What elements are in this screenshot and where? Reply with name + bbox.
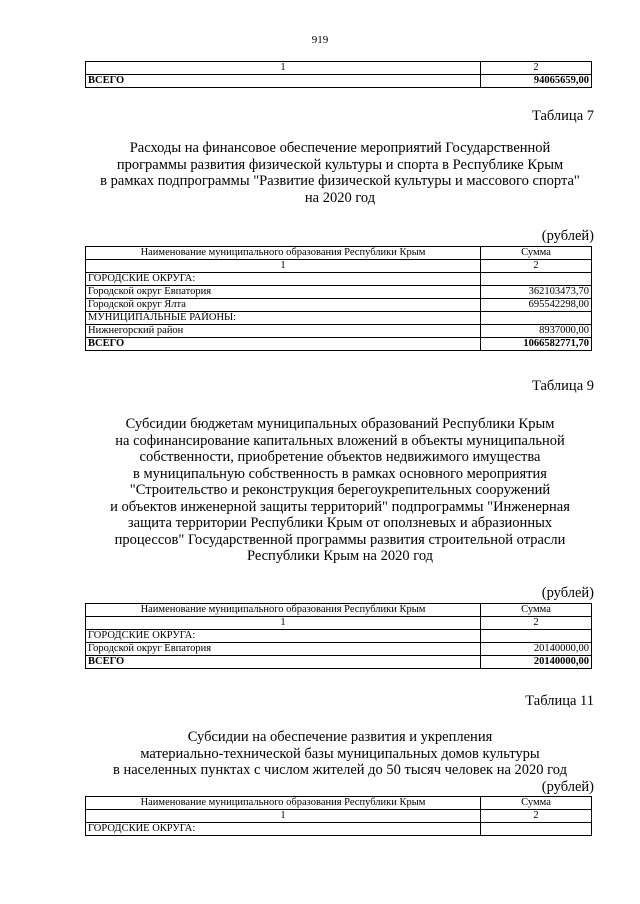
index-cell-2: 2 bbox=[481, 62, 592, 75]
index-cell-2: 2 bbox=[481, 810, 592, 823]
table-9-label: Таблица 9 bbox=[531, 378, 594, 394]
title-line: программы развития физической культуры и спорта в Республике Крым bbox=[116, 156, 564, 173]
header-sum: Сумма bbox=[481, 604, 592, 617]
row-name: Городской округ Ялта bbox=[86, 299, 481, 312]
table-row bbox=[86, 286, 592, 299]
index-cell-2: 2 bbox=[481, 617, 592, 630]
table-index-row bbox=[86, 62, 592, 75]
total-label: ВСЕГО bbox=[86, 656, 481, 669]
row-name: Городской округ Евпатория bbox=[86, 643, 481, 656]
row-name: МУНИЦИПАЛЬНЫЕ РАЙОНЫ: bbox=[86, 312, 481, 325]
title-line: защита территории Республики Крым от оползневых и абразионных bbox=[127, 515, 553, 531]
title-line: собственности, приобретение объектов недвижимого имущества bbox=[139, 449, 541, 465]
table-index-row bbox=[86, 260, 592, 273]
table-row bbox=[86, 325, 592, 338]
index-cell-2: 2 bbox=[481, 260, 592, 273]
row-value: 695542298,00 bbox=[481, 299, 592, 312]
title-line: в рамках подпрограммы "Развитие физической культуры и массового спорта" bbox=[100, 173, 580, 189]
title-line: материально-технической базы муниципальных домов культуры bbox=[140, 745, 540, 762]
row-name: Городской округ Евпатория bbox=[86, 286, 481, 299]
row-value bbox=[481, 312, 592, 325]
table-header-row bbox=[86, 247, 592, 260]
table-9-unit: (рублей) bbox=[541, 585, 594, 601]
table-row bbox=[86, 630, 592, 643]
total-value: 1066582771,70 bbox=[481, 338, 592, 351]
index-cell-1: 1 bbox=[86, 617, 481, 630]
total-label: ВСЕГО bbox=[86, 338, 481, 351]
header-sum: Сумма bbox=[481, 247, 592, 260]
table-header-row bbox=[86, 604, 592, 617]
table-9 bbox=[85, 603, 592, 669]
title-line: на 2020 год bbox=[304, 189, 376, 206]
row-name: Нижнегорский район bbox=[86, 325, 481, 338]
row-value: 362103473,70 bbox=[481, 286, 592, 299]
row-value bbox=[481, 823, 592, 836]
top-table-continuation bbox=[85, 61, 592, 88]
row-value: 20140000,00 bbox=[481, 643, 592, 656]
table-7-title bbox=[60, 140, 620, 206]
table-index-row bbox=[86, 810, 592, 823]
row-value bbox=[481, 630, 592, 643]
row-name: ГОРОДСКИЕ ОКРУГА: bbox=[86, 823, 481, 836]
header-sum: Сумма bbox=[481, 797, 592, 810]
index-cell-1: 1 bbox=[86, 62, 481, 75]
index-cell-1: 1 bbox=[86, 260, 481, 273]
table-index-row bbox=[86, 617, 592, 630]
table-7 bbox=[85, 246, 592, 351]
title-line: "Строительство и реконструкция берегоукрепительных сооружений bbox=[129, 482, 551, 498]
title-line: в населенных пунктах с числом жителей до 50 тысяч человек на 2020 год bbox=[113, 762, 567, 778]
table-7-unit: (рублей) bbox=[541, 228, 594, 244]
table-row bbox=[86, 273, 592, 286]
title-line: и объектов инженерной защиты территорий" подпрограммы "Инженерная bbox=[110, 498, 570, 515]
table-row bbox=[86, 823, 592, 836]
title-line: Расходы на финансовое обеспечение мероприятий Государственной bbox=[129, 140, 551, 156]
header-name: Наименование муниципального образования Республики Крым bbox=[86, 247, 481, 260]
table-9-title bbox=[60, 416, 620, 565]
header-name: Наименование муниципального образования Республики Крым bbox=[86, 797, 481, 810]
table-total-row bbox=[86, 656, 592, 669]
row-name: ГОРОДСКИЕ ОКРУГА: bbox=[86, 273, 481, 286]
page-number: 919 bbox=[311, 34, 329, 46]
title-line: процессов" Государственной программы развития строительной отрасли bbox=[114, 531, 566, 548]
title-line: Республики Крым на 2020 год bbox=[246, 548, 434, 564]
table-total-row bbox=[86, 338, 592, 351]
title-line: Субсидии на обеспечение развития и укрепления bbox=[187, 729, 493, 745]
total-value: 94065659,00 bbox=[481, 75, 592, 88]
table-row bbox=[86, 643, 592, 656]
table-header-row bbox=[86, 797, 592, 810]
header-name: Наименование муниципального образования Республики Крым bbox=[86, 604, 481, 617]
total-value: 20140000,00 bbox=[481, 656, 592, 669]
table-11 bbox=[85, 796, 592, 836]
title-line: в муниципальную собственность в рамках основного мероприятия bbox=[133, 465, 547, 482]
table-11-unit: (рублей) bbox=[541, 779, 594, 795]
row-name: ГОРОДСКИЕ ОКРУГА: bbox=[86, 630, 481, 643]
table-11-title bbox=[60, 729, 620, 779]
row-value bbox=[481, 273, 592, 286]
table-row bbox=[86, 312, 592, 325]
table-7-label: Таблица 7 bbox=[531, 108, 594, 124]
index-cell-1: 1 bbox=[86, 810, 481, 823]
title-line: на софинансирование капитальных вложений в объекты муниципальной bbox=[115, 432, 565, 449]
total-label: ВСЕГО bbox=[86, 75, 481, 88]
table-11-label: Таблица 11 bbox=[525, 693, 594, 709]
table-row bbox=[86, 299, 592, 312]
title-line: Субсидии бюджетам муниципальных образований Республики Крым bbox=[125, 416, 555, 432]
table-total-row bbox=[86, 75, 592, 88]
row-value: 8937000,00 bbox=[481, 325, 592, 338]
